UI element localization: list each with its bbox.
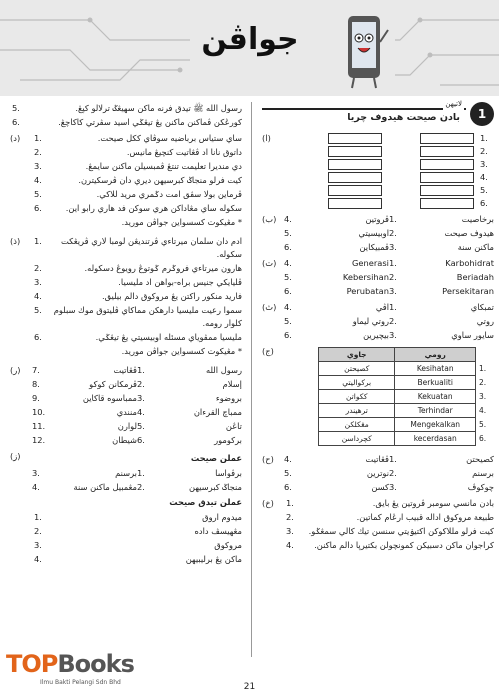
section-label: (د) — [10, 133, 21, 143]
section-label: (خ) — [262, 498, 274, 508]
section-z — [10, 450, 242, 567]
list-item: كيت فرلو مللاكوكن اكتيۏيتي سنسن تيك كالي سمڠݢو. 3. — [286, 526, 494, 536]
answer-note: * مڠيكوت كسسواين جواڤن موريد. — [121, 217, 242, 227]
list-item: مليسيا ممڤوياي مسئله اوبيسيتي يڠ تيڠݢي. 6. — [34, 332, 242, 342]
list-item: ميدوم اروق 1. — [34, 512, 242, 522]
exercise-title: بادن صيحت هيدوف چريا — [262, 108, 466, 126]
answer-cell: ماكنن سنة 3. — [389, 242, 494, 252]
answer-cell: ڤرمكانن كوكو 8. — [32, 379, 137, 389]
list-item: داتوق نانا اد ڤڠاتيت كنچيڠ مانيس. 2. — [34, 147, 242, 157]
answer-cell: نوترين 5. — [284, 468, 389, 478]
answer-cell: اوبيسيتي 5. — [284, 228, 389, 238]
table-row: بركواليتي Berkualiti 2. — [319, 376, 494, 390]
list-item: كيت فرلو منجاݢ كبرسيهن ديري دان ڤرسكيترن. 4. — [34, 175, 242, 185]
table-header-row — [319, 348, 494, 362]
section-ch — [262, 453, 494, 494]
table-row: ككواتن Kekuatan 3. — [319, 390, 494, 404]
answer-cell: هيدوف صيحت 2. — [389, 228, 494, 238]
rumi-jawi-table — [318, 347, 494, 446]
section-r — [10, 364, 242, 447]
match-box — [420, 185, 474, 196]
table-row: ترهيندر Terhindar 4. — [319, 404, 494, 418]
answer-cell: بيچيرين 6. — [284, 330, 389, 340]
list-item: دي منديرا تعليمت تنتڠ ڤمبسيلن ماكنن سايمڠ. 3. — [34, 161, 242, 171]
answer-cell: كصيحتن 1. — [389, 454, 494, 464]
match-box — [328, 198, 382, 209]
match-box — [328, 133, 382, 144]
answer-cell: مڠمبيل ماكنن سنة 4. — [32, 482, 137, 492]
publisher-name: Ilmu Bakti Pelangi Sdn Bhd — [40, 679, 121, 686]
match-box — [328, 185, 382, 196]
section-label: (ذ) — [10, 236, 21, 246]
answer-cell: برسنم 3. — [32, 468, 137, 478]
answer-cell: ممباسوه قاكاين 9. — [32, 393, 137, 403]
table-row: مڠكلكن Mengekalkan 5. — [319, 418, 494, 432]
exercise-tag: لاتيهن — [443, 98, 464, 111]
match-row: 2. — [284, 145, 494, 158]
list-item: هارون ميرتاءي فروݢرم ݢوتوڠ رويوڠ دسكوله. 2. — [34, 263, 242, 273]
section-label: (ب) — [262, 214, 277, 224]
answer-cell: إسلام 2. — [137, 379, 242, 389]
list-item: سكوله ساي مڠاداكن هري سوكن فد هاري رابو اين. 6. — [34, 203, 242, 213]
section-label: (ز) — [10, 451, 21, 461]
left-column — [10, 102, 242, 567]
exercise-number-badge: 1 — [470, 102, 494, 126]
exercise-band — [262, 102, 494, 128]
list-item: كورڠكن ڤماكنن ماكنن يڠ تيڠݢي اسيد سڤرتي كاكاچڠ. 6. — [12, 117, 242, 127]
match-row: 6. — [284, 197, 494, 210]
section-label: (ت) — [262, 258, 277, 268]
answer-cell: رسول الله 1. — [137, 365, 242, 375]
match-row: 5. — [284, 184, 494, 197]
top-items — [10, 102, 242, 129]
section-j — [262, 345, 494, 450]
answer-cell: چوكوڤ 3. — [389, 482, 494, 492]
match-row: 1. — [284, 132, 494, 145]
section-label: (ا) — [262, 133, 271, 143]
match-box — [420, 159, 474, 170]
page-title: جواڤن — [201, 22, 299, 57]
list-item: كراجوان ماكن دسبيكن كمونچولن بكتيرڽا دالم ماكنن. 4. — [286, 540, 494, 550]
answer-cell: تاڠن 5. — [137, 421, 242, 431]
section-d — [10, 132, 242, 232]
answer-cell: سايور ساوي 3. — [389, 330, 494, 340]
answer-cell: ڤروتين 4. — [284, 214, 389, 224]
list-item: مڠهيسڤ داده 2. — [34, 526, 242, 536]
list-item: ڤليايكي جنيس براه-بواهن اد مليسيا. 3. — [34, 277, 242, 287]
section-dh — [10, 235, 242, 361]
phone-mascot-icon — [340, 12, 390, 90]
answer-cell: روتي ليماو 5. — [284, 316, 389, 326]
answer-cell: بركومور 6. — [137, 435, 242, 445]
answer-cell: ڤڠاتيت 4. — [284, 454, 389, 464]
table-row: كصيحتن Kesihatan 1. — [319, 362, 494, 376]
match-row: 3. — [284, 158, 494, 171]
answer-cell: لوارن 11. — [32, 421, 137, 431]
answer-cell: ڤمبيكاين 6. — [284, 242, 389, 252]
list-item: ادم دان سلمان ميرتاءي ڤرتنديڠن لومبا لاري ڤريڠكت سكوله. 1. — [34, 236, 242, 259]
answer-cell: شيطان 12. — [32, 435, 137, 445]
subheading: عملن صيحت — [190, 453, 242, 463]
answer-cell: روتي 2. — [389, 316, 494, 326]
section-label: (ر) — [10, 365, 21, 375]
answer-cell: منجاݢ كبرسيهن 2. — [137, 482, 242, 492]
list-item: رسول الله ﷺ تيدق فرنه ماكن سهيڠݢ ترلالو كڽڠ. 5. — [12, 103, 242, 113]
section-label: (ث) — [262, 302, 277, 312]
answer-cell: Beriadah 2. — [389, 272, 494, 282]
page-header — [0, 0, 499, 96]
answer-cell: Kebersihan 5. — [284, 272, 389, 282]
answer-cell: برسنم 2. — [389, 468, 494, 478]
list-item: فاريد منكور راكتن يڠ مروكوق دالم بيليق. 4. — [34, 291, 242, 301]
match-box — [328, 172, 382, 183]
page-number: 21 — [243, 682, 256, 692]
answer-cell: Generasi 4. — [284, 258, 389, 268]
matching-boxes — [284, 132, 494, 210]
match-box — [420, 133, 474, 144]
section-label: (ح) — [262, 454, 274, 464]
section-label: (ج) — [262, 346, 274, 356]
list-item: ڤرماين بولا سڤق امت دݢمري مريد للاكي. 5. — [34, 189, 242, 199]
list-item: سموا رعيت مليسيا دارهكن مماكاي ڤليتوق موك سبلوم كلوار رومه. 5. — [34, 305, 242, 328]
table-row: كچرداسن kecerdasan 6. — [319, 432, 494, 446]
jawi-header: جاوي — [319, 348, 395, 362]
subheading: عملن تيدق صيحت — [169, 497, 242, 507]
answer-cell: برڤواسا 1. — [137, 468, 242, 478]
answer-cell: ممباچ القرءان 4. — [137, 407, 242, 417]
section-t — [262, 257, 494, 298]
answer-cell: Karbohidrat 1. — [389, 258, 494, 268]
right-column — [262, 102, 494, 553]
answer-cell: Persekitaran 3. — [389, 286, 494, 296]
section-a — [262, 132, 494, 210]
list-item: بادن مانسي سومبر ڤروتين يڠ بايق. 1. — [286, 498, 494, 508]
section-b — [262, 213, 494, 254]
list-item: طبيعة مروكوق اداله قبيب ارڠام كماتين. 2. — [286, 512, 494, 522]
section-kh — [262, 497, 494, 553]
answer-cell: برخاصيت 1. — [389, 214, 494, 224]
answer-cell: تمبكاي 1. — [389, 302, 494, 312]
answer-note: * مڠيكوت كسسواين جواڤن موريد. — [121, 346, 242, 356]
match-box — [420, 198, 474, 209]
match-box — [328, 159, 382, 170]
answer-cell: Perubatan 6. — [284, 286, 389, 296]
match-box — [328, 146, 382, 157]
answer-cell: بروضوء 3. — [137, 393, 242, 403]
answer-cell: ڤڠاتيت 7. — [32, 365, 137, 375]
answer-cell: كسن 6. — [284, 482, 389, 492]
match-row: 4. — [284, 171, 494, 184]
publisher-logo: TOPBooks — [6, 650, 134, 678]
column-divider — [251, 102, 252, 657]
section-th — [262, 301, 494, 342]
match-box — [420, 146, 474, 157]
answer-cell: اڤي 4. — [284, 302, 389, 312]
answer-cell: منندي 10. — [32, 407, 137, 417]
list-item: ماكن يڠ برليبيهن 4. — [34, 554, 242, 564]
list-item: مروكوق 3. — [34, 540, 242, 550]
match-box — [420, 172, 474, 183]
list-item: ساي ستياس برباضيه سوڤاي ككل صيحت. 1. — [34, 133, 242, 143]
rumi-header: رومي — [395, 348, 476, 362]
